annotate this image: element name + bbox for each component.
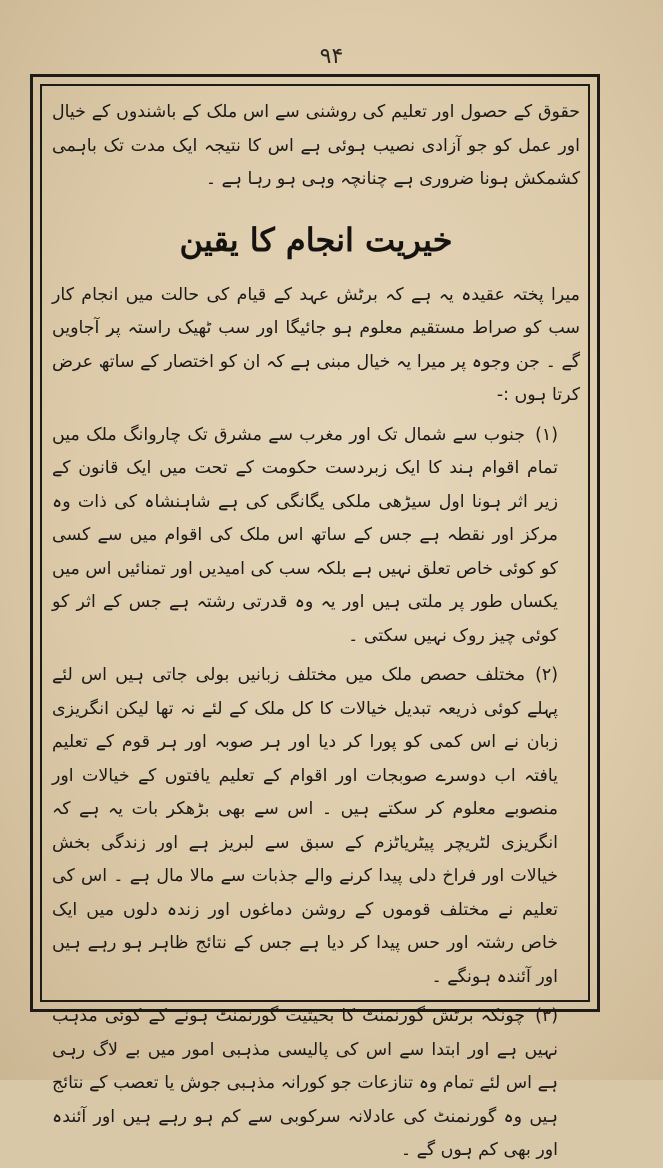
point-1-text: جنوب سے شمال تک اور مغرب سے مشرق تک چاروانگ ملک میں تمام اقوام ہند کا ایک زبردست حکومت کے تحت میں ایک قانون کے زیر اثر ہونا اول سیڑھی ملکی یگانگی کی ہے شاہنشاہ کی ذات وہ مرکز اور نقطہ ہے جس کے ساتھ اس ملک کی اقوام میں سے کسی کو کوئی خاص تعلق نہیں ہے بلکہ سب کی امیدیں اور تمنائیں اس میں یکساں طور پر ملتی ہیں اور یہ وہ قدرتی رشتہ ہے جس کے اثر کو کوئی چیز روک نہیں سکتی ۔	[52, 424, 558, 646]
intro-paragraph: حقوق کے حصول اور تعلیم کی روشنی سے اس ملک کے باشندوں کے خیال اور عمل کو جو آزادی نصیب ہوئی ہے اس کا نتیجہ ایک مدت تک باہمی کشمکش ہونا ضروری ہے چنانچہ وہی ہو رہا ہے ۔	[52, 102, 580, 189]
point-2-paragraph	[52, 659, 580, 994]
point-1-number: (۱)	[535, 424, 558, 445]
point-1-paragraph	[52, 419, 580, 654]
section-heading: خیریت انجام کا یقین	[179, 220, 453, 259]
page-number: ۹۴	[319, 44, 344, 69]
point-2-text: مختلف حصص ملک میں مختلف زبانیں بولی جاتی ہیں اس لئے پہلے کوئی ذریعہ تبدیل خیالات کا کل ملک کے لئے نہ تھا لیکن انگریزی زبان نے اس کمی کو پورا کر دیا اور ہر صوبہ اور ہر قوم کے تعلیم یافتہ اب دوسرے صوبجات اور اقوام کے تعلیم یافتوں کے خیالات اور منصوبے معلوم کر سکتے ہیں ۔ اس سے بھی بڑھکر بات یہ ہے کہ انگریزی لٹریچر پیٹریاٹزم کے سبق سے لبریز ہے اور زندگی بخش خیالات اور فراخ دلی پیدا کرنے والے جذبات سے مالا مال ہے ۔ اس کی تعلیم نے مختلف قوموں کے روشن دماغوں اور زندہ دلوں میں ایک خاص رشتہ اور حس پیدا کر دیا ہے جس کے نتائج ظاہر ہو رہے ہیں اور آئندہ ہونگے ۔	[52, 665, 558, 987]
opening-paragraph: میرا پختہ عقیدہ یہ ہے کہ برٹش عہد کے قیام کی حالت میں انجام کار سب کو صراط مستقیم معلوم ہو جائیگا اور سب ٹھیک راستہ پر آجاویں گے ۔ جن وجوہ پر میرا یہ خیال مبنی ہے کہ ان کو اختصار کے ساتھ عرض کرتا ہوں :-	[52, 284, 580, 405]
point-3-text: چونکہ برٹش گورنمنٹ کا بحیثیت گورنمنٹ ہونے کے کوئی مذہب نہیں ہے اور ابتدا سے اس کی پالیسی مذہبی امور میں بے لاگ رہی ہے اس لئے تمام وہ تنازعات جو کورانہ مذہبی جوش یا تعصب کے نتائج ہیں وہ گورنمنٹ کی عادلانہ سرکوبی سے کم ہو رہے ہیں اور آئندہ اور بھی کم ہوں گے ۔	[52, 1006, 558, 1160]
point-2-number: (۲)	[535, 665, 558, 685]
page-text-body	[52, 96, 580, 1160]
point-3-paragraph	[52, 1000, 580, 1168]
point-3-number: (۳)	[535, 1006, 558, 1026]
